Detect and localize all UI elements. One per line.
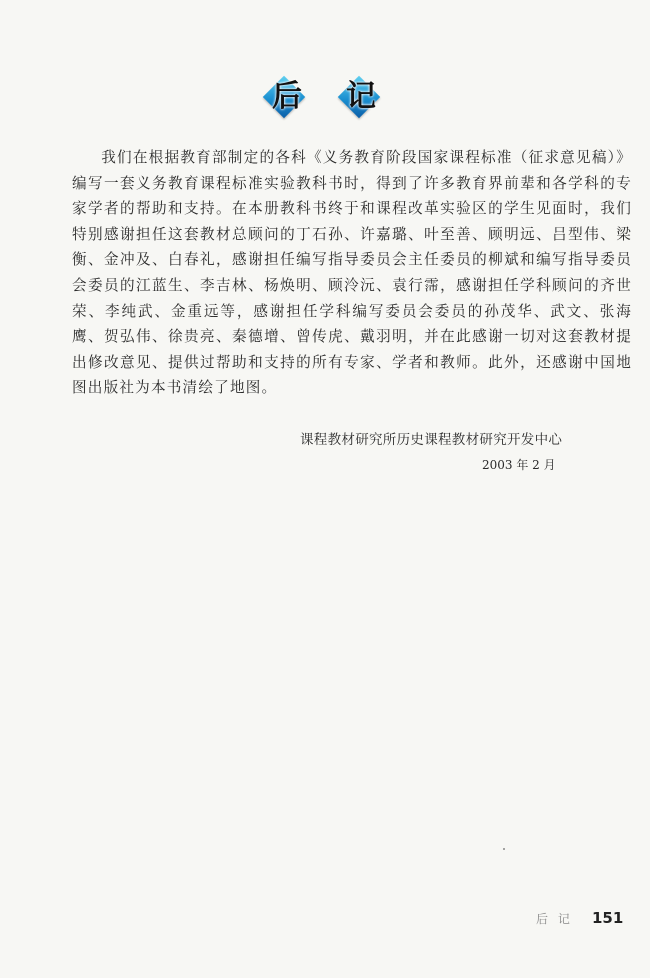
print-speck (503, 848, 505, 850)
page-number: 151 (592, 909, 624, 927)
signature-organization: 课程教材研究所历史课程教材研究开发中心 (300, 432, 563, 448)
title-char-first: 后 (272, 79, 302, 114)
signature-date: 2003 年 2 月 (482, 458, 556, 472)
acknowledgement-paragraph: 我们在根据教育部制定的各科《义务教育阶段国家课程标准（征求意见稿）》编写一套义务教育课程标准实验教科书时，得到了许多教育界前辈和各学科的专家学者的帮助和支持。在本册教科书终于和课程改革实验区的学生见面时，我们特别感谢担任这套教材总顾问的丁石孙、许嘉璐、叶至善、顾明远、吕型伟、梁衡、金冲及、白春礼，感谢担任编写指导委员会主任委员的柳斌和编写指导委员会委员的江蓝生、李吉林、杨焕明、顾泠沅、袁行霈，感谢担任学科顾问的齐世荣、李纯武、金重远等，感谢担任学科编写委员会委员的孙茂华、武文、张海鹰、贺弘伟、徐贵亮、秦德增、曾传虎、戴羽明，并在此感谢一切对这套教材提出修改意见、提供过帮助和支持的所有专家、学者和教师。此外，还感谢中国地图出版社为本书清绘了地图。 (72, 149, 632, 397)
title-char-second: 记 (346, 79, 376, 114)
page-title (262, 74, 392, 120)
footer-section-label: 后 记 (536, 912, 573, 926)
